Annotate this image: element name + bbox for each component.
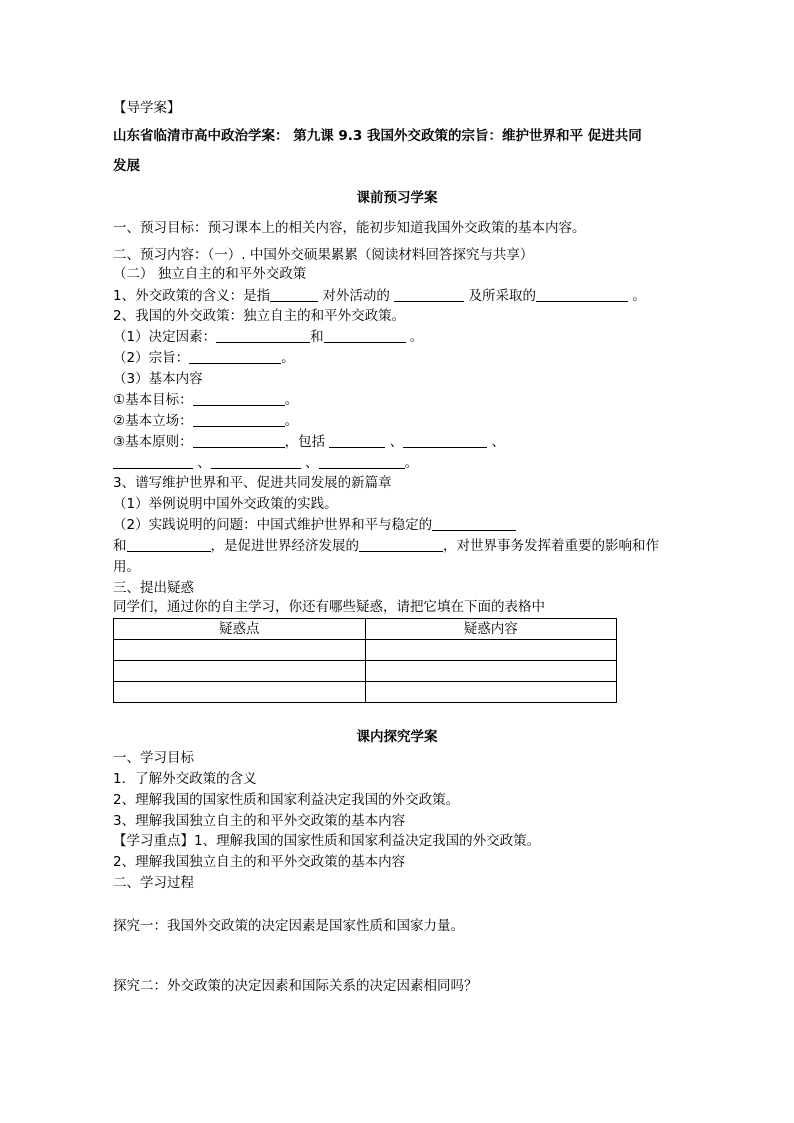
fill-blank[interactable]: [359, 538, 443, 552]
basic-principle: ③基本原则： ，包括 、 、: [113, 434, 505, 450]
basic-stance: ②基本立场： 。: [113, 413, 299, 429]
doc-tag: 【导学案】: [113, 100, 181, 116]
doc-title-line2: 发展: [113, 158, 140, 174]
learning-process: 二、学习过程: [113, 875, 194, 891]
table-header-row: [114, 619, 617, 640]
learning-goal-1: 1．了解外交政策的含义: [113, 771, 257, 787]
question-3-2: （2）实践说明的问题：中国式维护世界和平与稳定的: [113, 516, 516, 534]
preview-sub2: （二） 独立自主的和平外交政策: [113, 266, 307, 282]
fill-blank[interactable]: [270, 288, 318, 302]
fill-blank[interactable]: [432, 517, 516, 531]
preview-heading: 课前预习学案: [356, 190, 438, 206]
fill-blank[interactable]: [329, 434, 385, 448]
fill-blank[interactable]: [403, 434, 487, 448]
doubt-heading: 三、提出疑惑: [113, 580, 194, 596]
fill-blank[interactable]: [193, 392, 285, 406]
preview-content: 二、预习内容：（一）. 中国外交硕果累累（阅读材料回答探究与共享）: [113, 247, 534, 263]
basic-goal: ①基本目标： 。: [113, 392, 299, 408]
table-cell[interactable]: [365, 661, 617, 682]
question-2-3: （3）基本内容: [113, 371, 203, 387]
fill-blank[interactable]: [216, 329, 310, 343]
table-cell[interactable]: [365, 682, 617, 703]
explore-2: 探究二：外交政策的决定因素和国际关系的决定因素相同吗？: [113, 978, 478, 994]
fill-blank[interactable]: [127, 538, 211, 552]
doc-title-line1: 山东省临清市高中政治学案： 第九课 9.3 我国外交政策的宗旨：维护世界和平 促进共同: [113, 128, 642, 144]
fill-blank[interactable]: [189, 350, 281, 364]
preview-goal: 一、预习目标：预习课本上的相关内容，能初步知道我国外交政策的基本内容。: [113, 220, 586, 236]
table-row: [114, 682, 617, 703]
fill-blank[interactable]: [113, 455, 193, 469]
table-header: 疑惑内容: [365, 619, 617, 640]
table-cell[interactable]: [114, 661, 366, 682]
question-3-1: （1）举例说明中国外交政策的实践。: [113, 496, 338, 512]
question-2: 2、我国的外交政策：独立自主的和平外交政策。: [113, 308, 406, 324]
fill-blank[interactable]: [193, 434, 285, 448]
question-2-2: （2）宗旨： 。: [113, 350, 295, 366]
fill-blank[interactable]: [211, 455, 301, 469]
doubt-table: [113, 618, 617, 703]
inclass-heading: 课内探究学案: [356, 729, 438, 745]
table-row: [114, 661, 617, 682]
fill-blank[interactable]: [536, 288, 628, 302]
learning-goal-2: 2、理解我国的国家性质和国家利益决定我国的外交政策。: [113, 792, 460, 808]
fill-blank[interactable]: [319, 455, 405, 469]
key-point-1: 【学习重点】1、理解我国的国家性质和国家利益决定我国的外交政策。: [113, 833, 541, 849]
learning-goal-heading: 一、学习目标: [113, 750, 194, 766]
explore-1: 探究一：我国外交政策的决定因素是国家性质和国家力量。: [113, 918, 464, 934]
fill-blank[interactable]: [324, 329, 406, 343]
table-header: 疑惑点: [114, 619, 366, 640]
key-point-2: 2、理解我国独立自主的和平外交政策的基本内容: [113, 854, 406, 870]
doubt-intro: 同学们，通过你的自主学习，你还有哪些疑惑，请把它填在下面的表格中: [113, 599, 545, 615]
question-3: 3、谱写维护世界和平、促进共同发展的新篇章: [113, 475, 392, 491]
basic-principle-cont: 、 、 。: [113, 454, 418, 472]
question-2-1: （1）决定因素： 和 。: [113, 329, 424, 345]
learning-goal-3: 3、理解我国独立自主的和平外交政策的基本内容: [113, 813, 406, 829]
fill-blank[interactable]: [394, 288, 464, 302]
table-cell[interactable]: [114, 640, 366, 661]
question-3-2-cont: 和 ，是促进世界经济发展的 ，对世界事务发挥着重要的影响和作: [113, 538, 659, 554]
question-3-2-end: 用。: [113, 559, 140, 575]
table-row: [114, 640, 617, 661]
fill-blank[interactable]: [193, 413, 285, 427]
table-cell[interactable]: [114, 682, 366, 703]
question-1: 1、外交政策的含义：是指 对外活动的 及所采取的 。: [113, 288, 646, 304]
table-cell[interactable]: [365, 640, 617, 661]
